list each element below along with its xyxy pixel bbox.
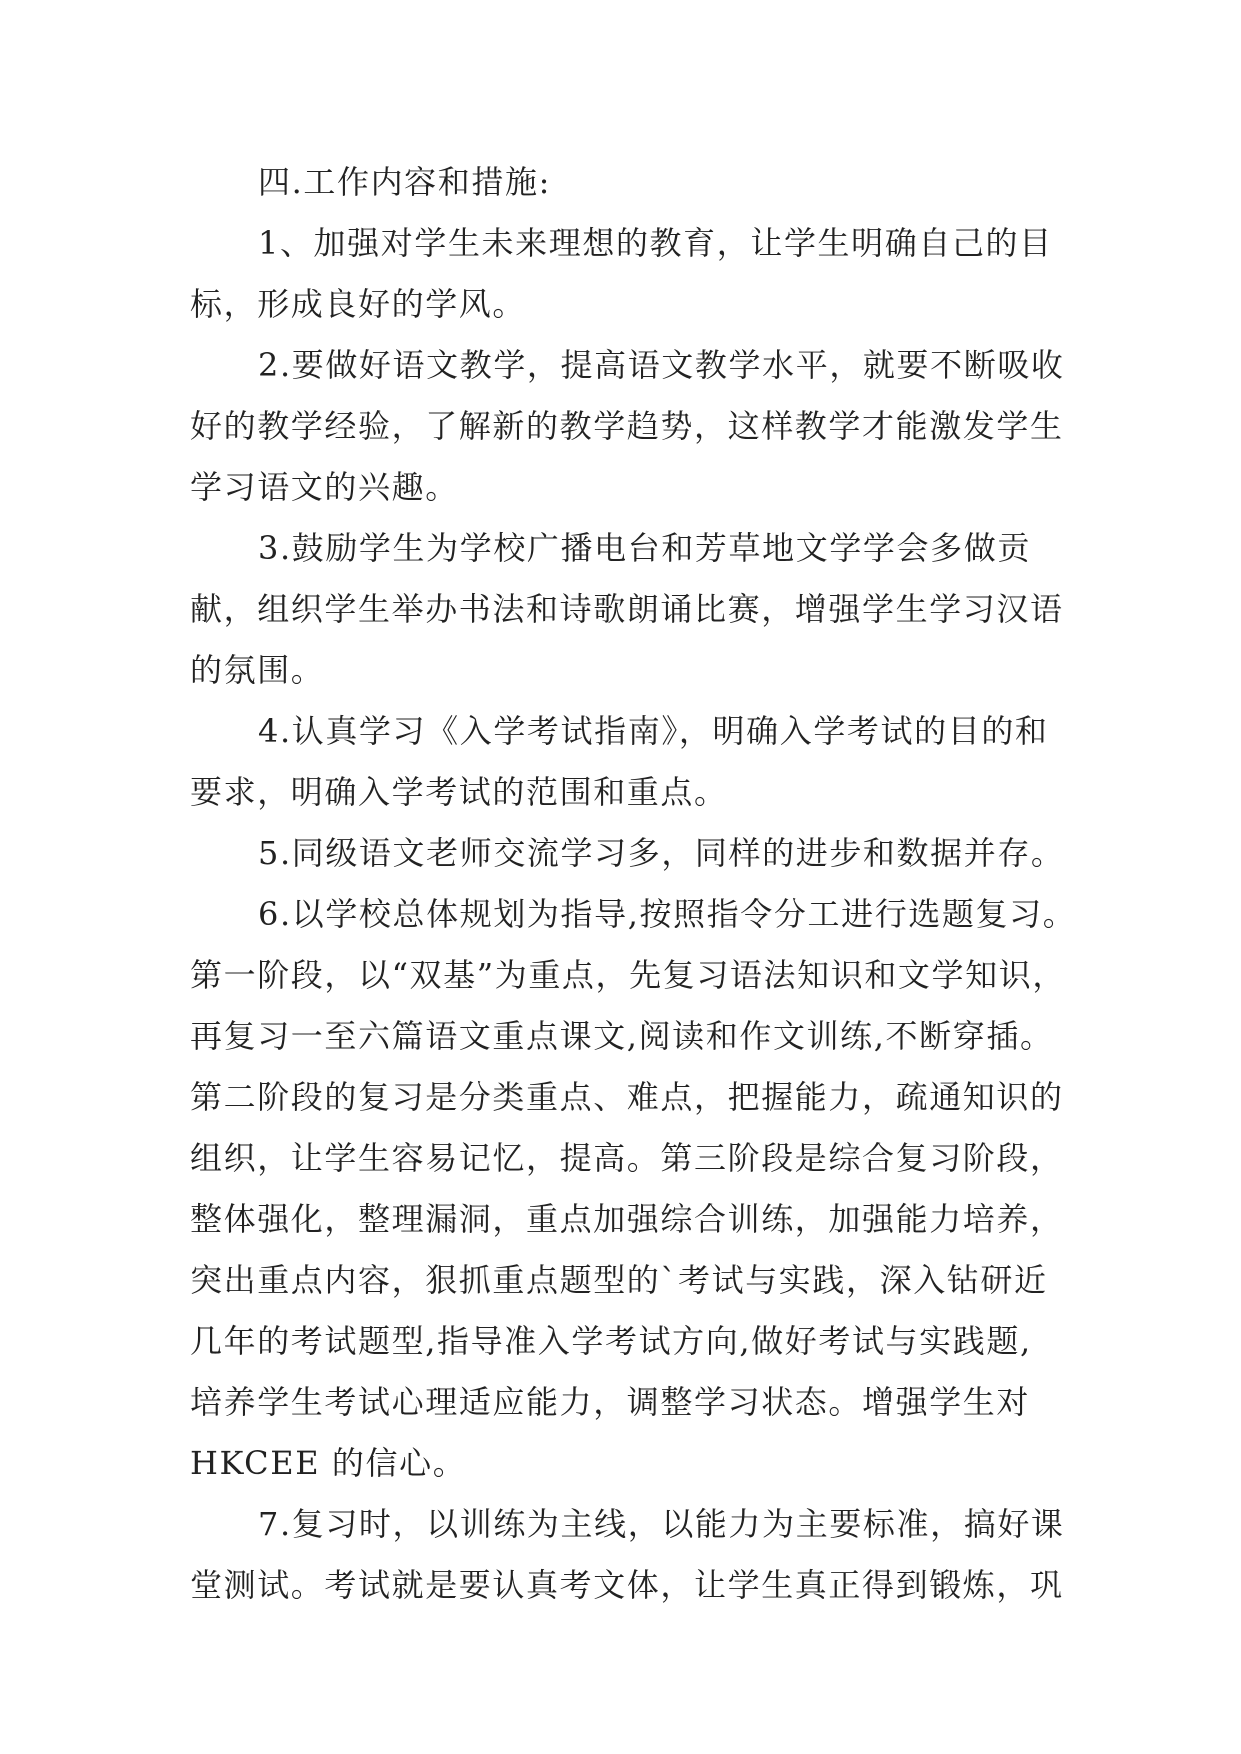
paragraph-line: 3.鼓励学生为学校广播电台和芳草地文学学会多做贡	[258, 529, 1031, 567]
paragraph-line: 整体强化，整理漏洞，重点加强综合训练，加强能力培养，	[190, 1200, 1064, 1238]
paragraph-line: 的氛围。	[190, 651, 325, 689]
paragraph-line: 学习语文的兴趣。	[190, 468, 459, 506]
paragraph-line: 2.要做好语文教学，提高语文教学水平，就要不断吸收	[258, 346, 1065, 384]
paragraph-line: 第一阶段，以“双基”为重点，先复习语法知识和文学知识，	[190, 956, 1066, 994]
paragraph-line: 5.同级语文老师交流学习多，同样的进步和数据并存。	[258, 834, 1065, 872]
paragraph-line: 标，形成良好的学风。	[190, 285, 527, 323]
section-heading: 四.工作内容和措施:	[258, 163, 551, 201]
paragraph-line: 好的教学经验，了解新的教学趋势，这样教学才能激发学生	[190, 407, 1064, 445]
paragraph-line: 培养学生考试心理适应能力，调整学习状态。增强学生对	[190, 1383, 1031, 1421]
paragraph-line: HKCEE 的信心。	[190, 1444, 467, 1482]
paragraph-line: 几年的考试题型,指导准入学考试方向,做好考试与实践题,	[190, 1322, 1032, 1360]
paragraph-line: 献，组织学生举办书法和诗歌朗诵比赛，增强学生学习汉语	[190, 590, 1064, 628]
paragraph-line: 6.以学校总体规划为指导,按照指令分工进行选题复习。	[258, 895, 1077, 933]
paragraph-line: 7.复习时，以训练为主线，以能力为主要标准，搞好课	[258, 1505, 1065, 1543]
paragraph-line: 4.认真学习《入学考试指南》，明确入学考试的目的和	[258, 712, 1049, 750]
paragraph-line: 要求，明确入学考试的范围和重点。	[190, 773, 728, 811]
paragraph-line: 再复习一至六篇语文重点课文,阅读和作文训练,不断穿插。	[190, 1017, 1054, 1055]
paragraph-line: 组织，让学生容易记忆，提高。第三阶段是综合复习阶段，	[190, 1139, 1064, 1177]
paragraph-line: 突出重点内容，狠抓重点题型的`考试与实践，深入钻研近	[190, 1261, 1048, 1299]
paragraph-line: 1、加强对学生未来理想的教育，让学生明确自己的目	[258, 224, 1053, 262]
paragraph-line: 第二阶段的复习是分类重点、难点，把握能力，疏通知识的	[190, 1078, 1064, 1116]
paragraph-line: 堂测试。考试就是要认真考文体，让学生真正得到锻炼，巩	[190, 1566, 1064, 1604]
